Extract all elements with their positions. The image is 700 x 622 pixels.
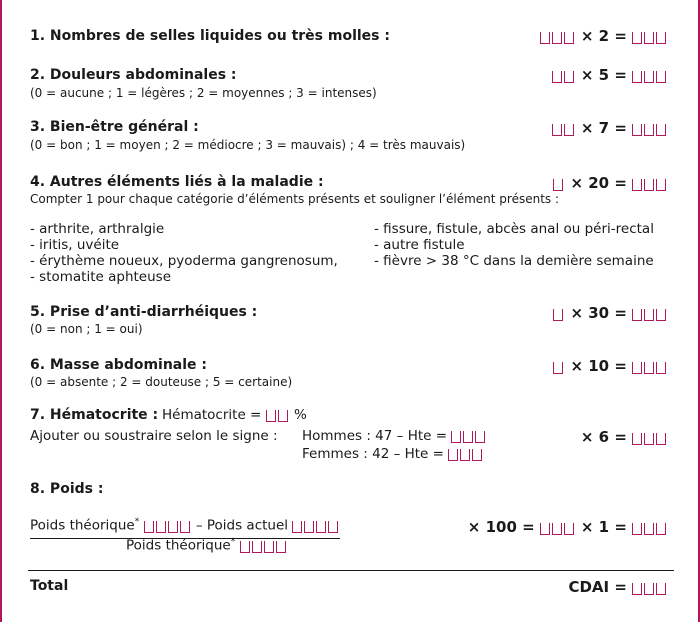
weight-denominator-label: Poids théorique: [126, 537, 231, 554]
item5-title: 5. Prise d’anti-diarrhéiques :: [30, 304, 258, 320]
item7-title: 7. Hématocrite :: [30, 407, 159, 423]
item6-input-boxes[interactable]: [553, 359, 565, 378]
item3-input-boxes[interactable]: [552, 121, 576, 140]
item1-multiplier: × 2 =: [580, 27, 627, 45]
item6-multiplier: × 10 =: [570, 357, 627, 375]
hematocrit-label: Hématocrite =: [162, 407, 262, 423]
item2-title: 2. Douleurs abdominales :: [30, 67, 237, 83]
weight-actual-boxes[interactable]: [292, 521, 340, 537]
item8-title: 8. Poids :: [30, 481, 104, 497]
hematocrit-field: [162, 407, 307, 426]
weight-star: *: [134, 517, 140, 527]
item7-formula: [581, 427, 668, 449]
item3-scale: (0 = bon ; 1 = moyen ; 2 = médiocre ; 3 = mauvais) ; 4 = très mauvais): [30, 138, 466, 152]
hematocrit-unit: %: [293, 407, 307, 423]
weight-denominator-star: *: [230, 537, 236, 547]
item3-formula: [552, 118, 668, 140]
item4-result-boxes[interactable]: [632, 176, 668, 195]
item7-result-boxes[interactable]: [632, 430, 668, 449]
cdai-formula: [568, 577, 668, 599]
cdai-result-boxes[interactable]: [632, 580, 668, 599]
item4-list-item: - fièvre > 38 °C dans la demière semaine: [374, 253, 654, 269]
item5-formula: [553, 303, 668, 325]
item8-formula: [468, 517, 668, 539]
item8-multiplier-1: × 1 =: [580, 518, 627, 536]
weight-actual-label: – Poids actuel: [195, 517, 289, 534]
item8-intermediate-boxes[interactable]: [540, 520, 576, 539]
item4-multiplier: × 20 =: [570, 174, 627, 192]
item1-input-boxes[interactable]: [540, 29, 576, 48]
item3-multiplier: × 7 =: [580, 119, 627, 137]
item5-result-boxes[interactable]: [632, 306, 668, 325]
cdai-label: CDAI =: [568, 578, 627, 596]
item4-input-boxes[interactable]: [553, 176, 565, 195]
weight-theoretical-label: Poids théorique: [30, 517, 135, 534]
item4-title: 4. Autres éléments liés à la maladie :: [30, 174, 324, 190]
weight-theoretical-boxes[interactable]: [144, 521, 192, 537]
item2-scale: (0 = aucune ; 1 = légères ; 2 = moyennes ; 3 = intenses): [30, 86, 377, 100]
weight-denominator: [126, 537, 288, 557]
item4-list-item: - iritis, uvéite: [30, 237, 120, 253]
item6-formula: [553, 356, 668, 378]
item4-formula: [553, 173, 668, 195]
item2-formula: [552, 65, 668, 87]
weight-denominator-boxes[interactable]: [240, 541, 288, 557]
item4-list-item: - arthrite, arthralgie: [30, 221, 165, 237]
item2-multiplier: × 5 =: [580, 66, 627, 84]
hematocrit-men-row: [302, 428, 487, 447]
item1-formula: [540, 26, 668, 48]
hematocrit-women-label: Femmes : 42 – Hte =: [302, 446, 444, 462]
item3-title: 3. Bien-être général :: [30, 119, 199, 135]
item4-list-item: - autre fistule: [374, 237, 465, 253]
item5-input-boxes[interactable]: [553, 306, 565, 325]
item2-result-boxes[interactable]: [632, 68, 668, 87]
item6-scale: (0 = absente ; 2 = douteuse ; 5 = certaine): [30, 375, 293, 389]
item4-list-item: - stomatite aphteuse: [30, 269, 171, 285]
hematocrit-men-boxes[interactable]: [451, 431, 487, 447]
item6-result-boxes[interactable]: [632, 359, 668, 378]
item1-result-boxes[interactable]: [632, 29, 668, 48]
item8-multiplier-100: × 100 =: [467, 518, 535, 536]
item4-list-item: - fissure, fistule, abcès anal ou péri-rectal: [374, 221, 654, 237]
item3-result-boxes[interactable]: [632, 121, 668, 140]
hematocrit-women-boxes[interactable]: [448, 449, 484, 465]
item2-input-boxes[interactable]: [552, 68, 576, 87]
hematocrit-women-row: [302, 446, 484, 465]
item6-title: 6. Masse abdominale :: [30, 357, 208, 373]
item4-instruction: Compter 1 pour chaque catégorie d’éléments présents et souligner l’élément présents :: [30, 192, 560, 206]
item5-multiplier: × 30 =: [570, 304, 627, 322]
item5-scale: (0 = non ; 1 = oui): [30, 322, 143, 336]
total-label: Total: [30, 578, 69, 594]
item8-result-boxes[interactable]: [632, 520, 668, 539]
hematocrit-input-boxes[interactable]: [266, 410, 290, 426]
hematocrit-adjust-label: Ajouter ou soustraire selon le signe :: [30, 428, 278, 444]
weight-numerator: [30, 517, 340, 539]
hematocrit-men-label: Hommes : 47 – Hte =: [302, 428, 448, 444]
item7-multiplier: × 6 =: [580, 428, 627, 446]
total-divider: [28, 570, 674, 571]
item1-title: 1. Nombres de selles liquides ou très molles :: [30, 28, 390, 44]
item4-list-item: - érythème noueux, pyoderma gangrenosum,: [30, 253, 338, 269]
